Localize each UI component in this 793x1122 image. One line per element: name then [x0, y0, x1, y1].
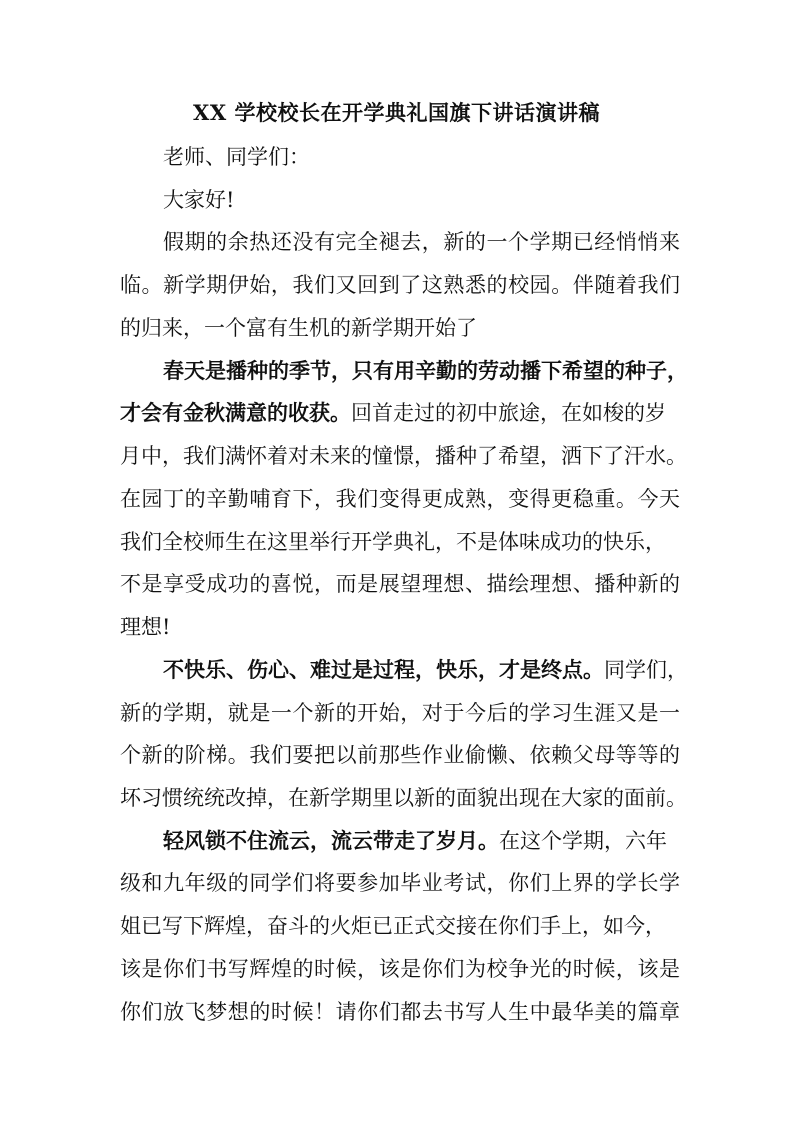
document-title: XX 学校校长在开学典礼国旗下讲话演讲稿: [193, 100, 600, 125]
paragraph-4-text: 在这个学期，六年: [499, 829, 667, 853]
paragraph-1-line-3: 的归来，一个富有生机的新学期开始了: [120, 316, 477, 340]
paragraph-2-lead-b: 才会有金秋满意的收获。: [120, 400, 351, 425]
paragraph-1-line-2: 临。新学期伊始，我们又回到了这熟悉的校园。伴随着我们: [120, 273, 680, 297]
paragraph-3-text: 同学们，: [604, 658, 688, 682]
paragraph-3-line-2: 新的学期，就是一个新的开始，对于今后的学习生涯又是一: [120, 701, 680, 725]
paragraph-4-line-3: 姐已写下辉煌，奋斗的火炬已正式交接在你们手上，如今，: [120, 914, 666, 938]
paragraph-4-lead: 轻风锁不住流云，流云带走了岁月。: [163, 828, 499, 853]
paragraph-3-line-3: 个新的阶梯。我们要把以前那些作业偷懒、依赖父母等等的: [120, 743, 680, 767]
paragraph-2-line-7: 理想!: [120, 615, 171, 639]
paragraph-1-line-1: 假期的余热还没有完全褪去，新的一个学期已经悄悄来: [163, 230, 680, 254]
paragraph-2-text: 回首走过的初中旅途，在如梭的岁: [351, 401, 666, 425]
paragraph-4-line-2: 级和九年级的同学们将要参加毕业考试，你们上界的学长学: [120, 871, 680, 895]
paragraph-2-line-6: 不是享受成功的喜悦，而是展望理想、描绘理想、播种新的: [120, 572, 680, 596]
paragraph-2-line-2: [120, 398, 680, 428]
paragraph-4-line-1: [163, 826, 680, 856]
greeting: 大家好!: [163, 188, 235, 212]
paragraph-4-line-5: 你们放飞梦想的时候！请你们都去书写人生中最华美的篇章: [120, 1000, 680, 1024]
paragraph-2-line-3: 月中，我们满怀着对未来的憧憬，播种了希望，洒下了汗水。: [120, 444, 687, 468]
paragraph-2-line-5: 我们全校师生在这里举行开学典礼，不是体味成功的快乐，: [120, 530, 666, 554]
paragraph-3-line-4: 坏习惯统统改掉，在新学期里以新的面貌出现在大家的面前。: [120, 786, 687, 810]
paragraph-2-lead-a: 春天是播种的季节，只有用辛勤的劳动播下希望的种子，: [163, 358, 688, 383]
paragraph-3-line-1: [163, 655, 688, 685]
paragraph-2-line-1: [163, 356, 688, 386]
paragraph-4-line-4: 该是你们书写辉煌的时候，该是你们为校争光的时候，该是: [120, 957, 680, 981]
paragraph-3-lead: 不快乐、伤心、难过是过程，快乐，才是终点。: [163, 657, 604, 682]
paragraph-2-line-4: 在园丁的辛勤哺育下，我们变得更成熟，变得更稳重。今天: [120, 487, 680, 511]
salutation: 老师、同学们：: [163, 145, 310, 169]
